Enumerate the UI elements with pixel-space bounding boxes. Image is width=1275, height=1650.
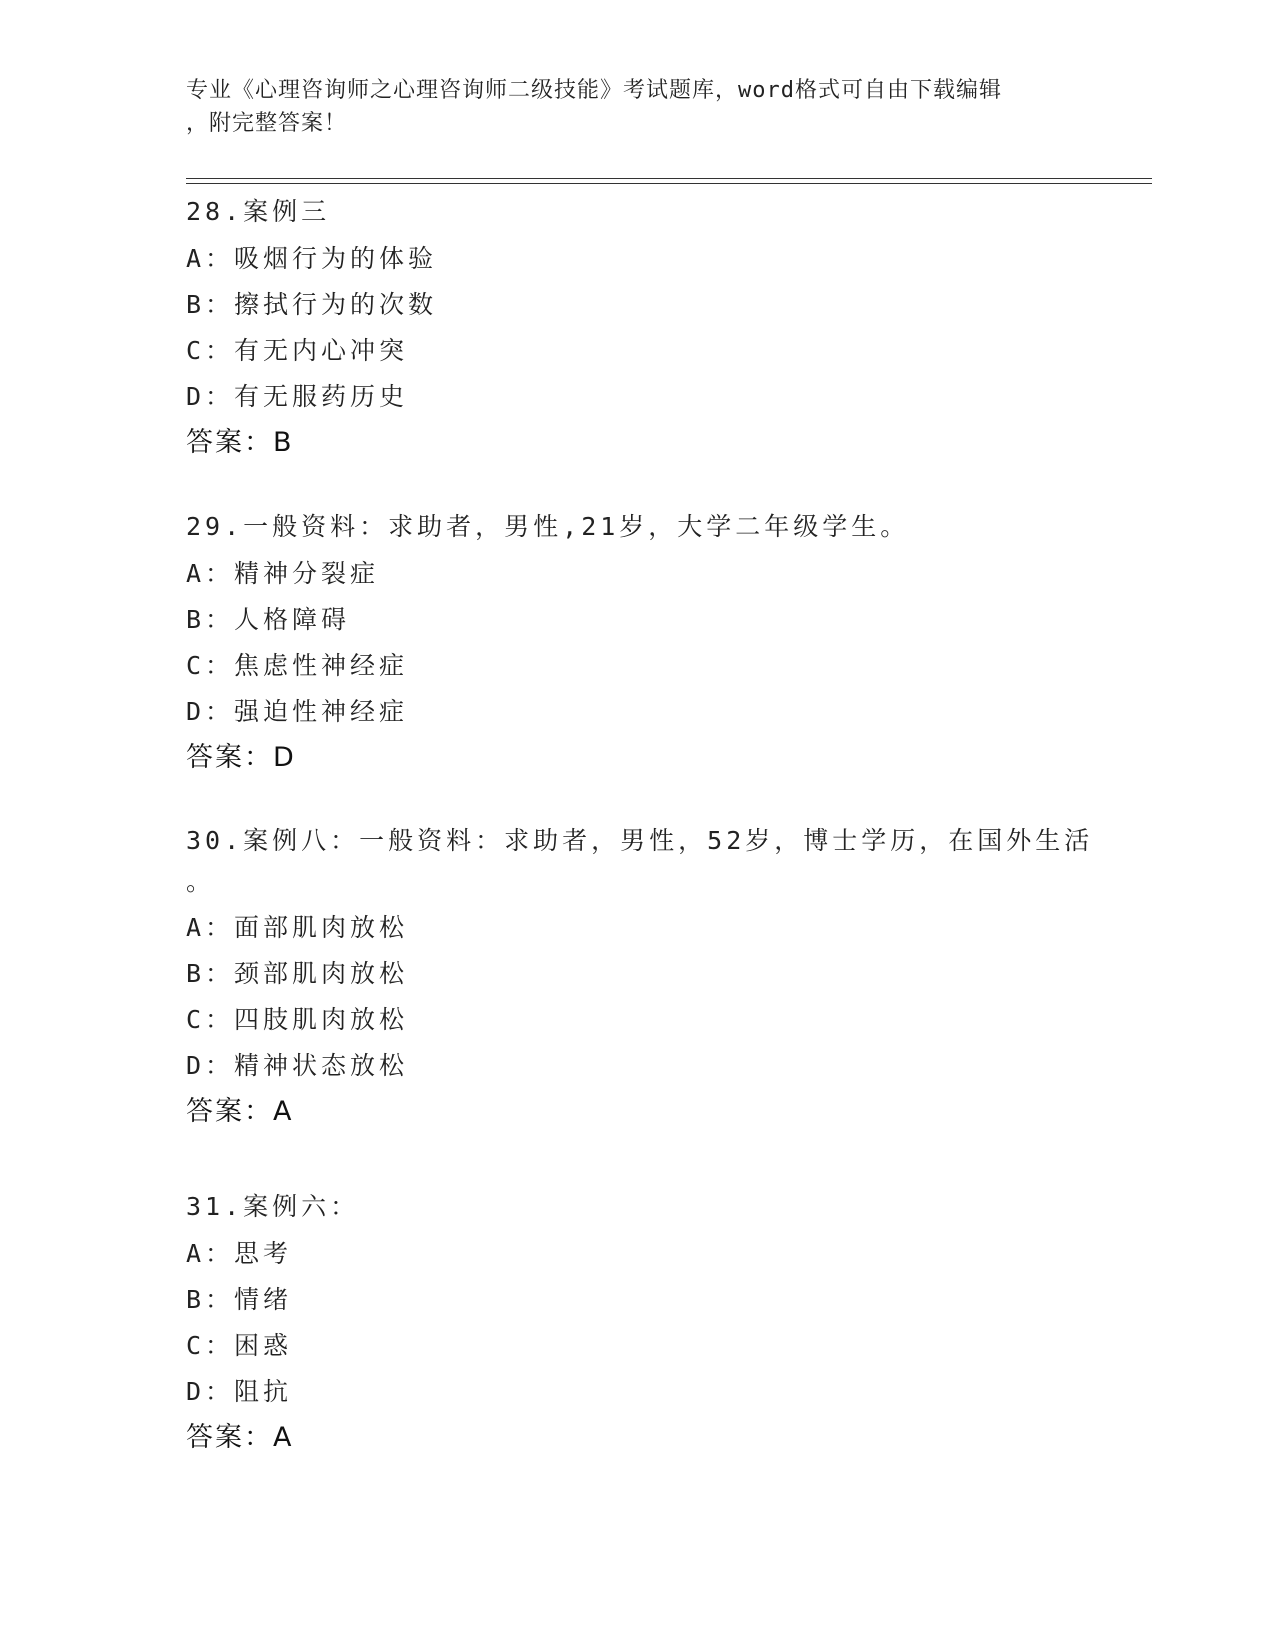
question-stem: 28.案例三 [186,197,331,226]
option-b: B：擦拭行为的次数 [186,290,438,319]
option-d: D：阻抗 [186,1377,293,1406]
document-header [186,74,1086,140]
answer-line: 答案：A [186,1422,294,1453]
option-a: A：思考 [186,1239,293,1268]
option-a: A：吸烟行为的体验 [186,244,438,273]
answer-line: 答案：D [186,742,296,773]
option-d: D：精神状态放松 [186,1051,409,1080]
header-line-1: 专业《心理咨询师之心理咨询师二级技能》考试题库，word格式可自由下载编辑 [186,78,1002,103]
question-stem: 29.一般资料：求助者，男性,21岁，大学二年级学生。 [186,512,910,541]
option-d: D：强迫性神经症 [186,697,409,726]
option-c: C：四肢肌肉放松 [186,1005,409,1034]
question-31 [186,1183,1126,1461]
option-a: A：面部肌肉放松 [186,913,409,942]
answer-line: 答案：B [186,427,294,458]
option-c: C：困惑 [186,1331,293,1360]
header-line-2: ，附完整答案！ [186,111,348,136]
answer-line: 答案：A [186,1096,294,1127]
option-c: C：有无内心冲突 [186,336,409,365]
option-b: B：人格障碍 [186,605,351,634]
question-30 [186,817,1126,1135]
question-stem-continuation: 。 [186,867,216,896]
option-b: B：情绪 [186,1285,293,1314]
option-a: A：精神分裂症 [186,559,380,588]
question-stem: 31.案例六： [186,1192,360,1221]
option-c: C：焦虑性神经症 [186,651,409,680]
question-29 [186,503,1126,781]
header-divider-top [186,178,1152,179]
option-d: D：有无服药历史 [186,382,409,411]
option-b: B：颈部肌肉放松 [186,959,409,988]
header-divider-bottom [186,183,1152,184]
question-stem: 30.案例八：一般资料：求助者，男性，52岁，博士学历，在国外生活 [186,826,1094,855]
question-28 [186,188,1126,466]
